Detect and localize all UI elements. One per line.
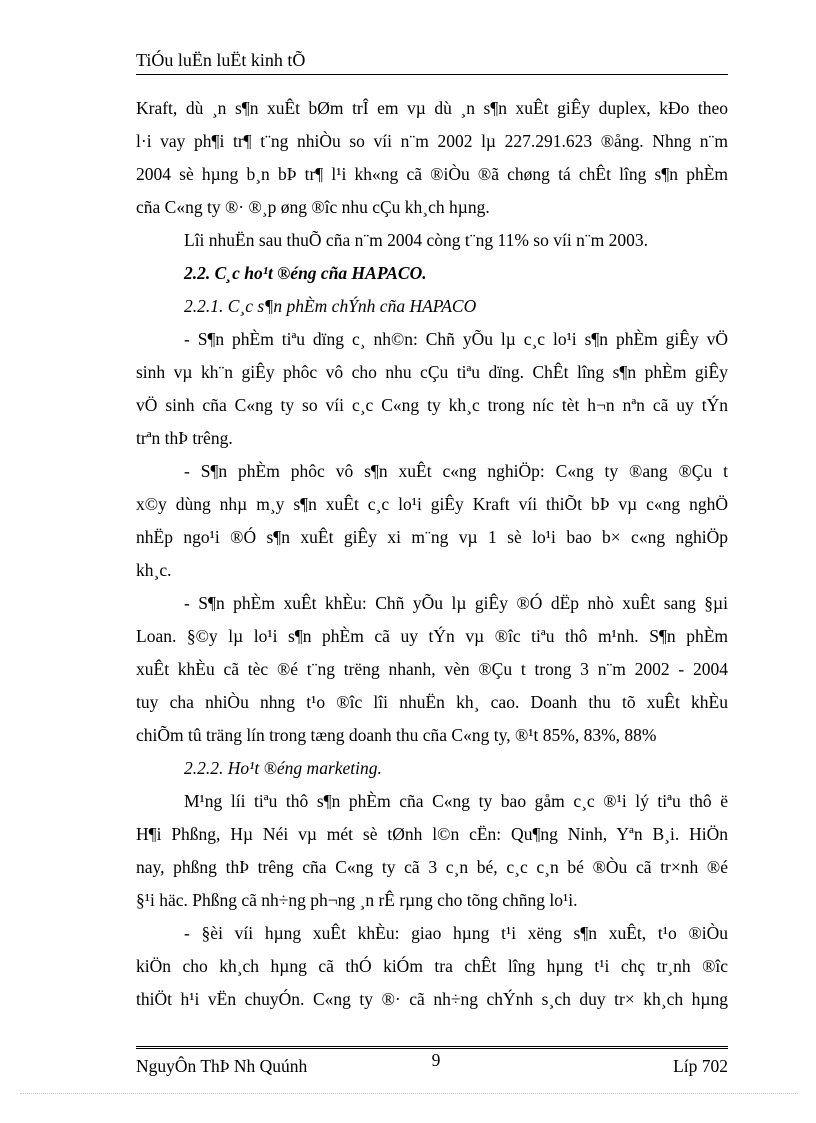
page-number: 9 bbox=[431, 1050, 441, 1070]
body-line: l·i vay ph¶i tr¶ t¨ng nhiÒu so víi n¨m 2002 lµ 227.291.623 ®ång. Nhng n¨m bbox=[136, 131, 728, 151]
body-line: vÖ sinh cña C«ng ty so víi c¸c C«ng ty kh¸c trong níc tèt h¬n nªn cã uy tÝn bbox=[136, 395, 728, 415]
page-body bbox=[136, 92, 728, 1016]
body-line: Lîi nhuËn sau thuÕ cña n¨m 2004 còng t¨ng 11% so víi n¨m 2003. bbox=[184, 230, 649, 250]
section-heading: 2.2. C¸c ho¹t ®éng cña HAPACO. bbox=[184, 263, 427, 283]
body-line: nay, phßng thÞ trêng cña C«ng ty cã 3 c¸n bé, c¸c c¸n bé ®Òu cã tr×nh ®é bbox=[136, 857, 728, 877]
body-line: sinh vµ kh¨n giÊy phôc vô cho nhu cÇu tiªu dïng. ChÊt lîng s¶n phÈm giÊy bbox=[136, 362, 728, 382]
body-line: chiÕm tû träng lín trong tæng doanh thu cña C«ng ty, ®¹t 85%, 83%, 88% bbox=[136, 725, 657, 745]
body-line: 2004 sè hµng b¸n bÞ tr¶ l¹i kh«ng cã ®iÒu ®ã chøng tá chÊt lîng s¶n phÈm bbox=[136, 164, 728, 184]
subsection-heading: 2.2.1. C¸c s¶n phÈm chÝnh cña HAPACO bbox=[184, 296, 477, 316]
body-line: xuÊt khÈu cã tèc ®é t¨ng trëng nhanh, vèn ®Çu t trong 3 n¨m 2002 - 2004 bbox=[136, 659, 728, 679]
page-footer bbox=[136, 1046, 728, 1079]
body-line: kiÖn cho kh¸ch hµng cã thÓ kiÓm tra chÊt lîng hµng t¹i chç tr¸nh ®îc bbox=[136, 956, 728, 976]
body-line: thiÖt h¹i vËn chuyÓn. C«ng ty ®· cã nh÷ng chÝnh s¸ch duy tr× kh¸ch hµng bbox=[136, 989, 728, 1009]
body-line: M¹ng líi tiªu thô s¶n phÈm cña C«ng ty bao gåm c¸c ®¹i lý tiªu thô ë bbox=[184, 791, 728, 811]
footer-class: Líp 702 bbox=[673, 1056, 728, 1076]
header-title: TiÓu luËn luËt kinh tÕ bbox=[136, 50, 306, 70]
body-line: - S¶n phÈm phôc vô s¶n xuÊt c«ng nghiÖp: C«ng ty ®ang ®Çu t bbox=[184, 461, 728, 481]
body-line: - §èi víi hµng xuÊt khÈu: giao hµng t¹i xëng s¶n xuÊt, t¹o ®iÒu bbox=[184, 923, 728, 943]
subsection-heading: 2.2.2. Ho¹t ®éng marketing. bbox=[184, 758, 382, 778]
body-line: Loan. §©y lµ lo¹i s¶n phÈm cã uy tÝn vµ ®îc tiªu thô m¹nh. S¶n phÈm bbox=[136, 626, 728, 646]
body-line: tuy cha nhiÒu nhng t¹o ®îc lîi nhuËn kh¸ cao. Doanh thu tõ xuÊt khÈu bbox=[136, 692, 728, 712]
body-line: Kraft, dù ¸n s¶n xuÊt bØm trÎ em vµ dù ¸n s¶n xuÊt giÊy duplex, kÐo theo bbox=[136, 98, 728, 118]
page-edge-divider bbox=[20, 1093, 796, 1094]
footer-author: NguyÔn ThÞ Nh Quúnh bbox=[136, 1056, 308, 1076]
body-line: - S¶n phÈm tiªu dïng c¸ nh©n: Chñ yÕu lµ c¸c lo¹i s¶n phÈm giÊy vÖ bbox=[184, 329, 728, 349]
body-line: H¶i Phßng, Hµ Néi vµ mét sè tØnh l©n cËn: Qu¶ng Ninh, Yªn B¸i. HiÖn bbox=[136, 824, 728, 844]
body-line: §¹i häc. Phßng cã nh÷ng ph¬ng ¸n rÊ rµng cho tõng chñng lo¹i. bbox=[136, 890, 578, 910]
body-line: x©y dùng nhµ m¸y s¶n xuÊt c¸c lo¹i giÊy Kraft víi thiÕt bÞ vµ c«ng nghÖ bbox=[136, 494, 728, 514]
body-line: kh¸c. bbox=[136, 560, 172, 580]
body-line: trªn thÞ trêng. bbox=[136, 428, 233, 448]
body-line: nhËp ngo¹i ®Ó s¶n xuÊt giÊy xi m¨ng vµ 1 sè lo¹i bao b× c«ng nghiÖp bbox=[136, 527, 728, 547]
body-line: - S¶n phÈm xuÊt khÈu: Chñ yÕu lµ giÊy ®Ó dËp nhò xuÊt sang §µi bbox=[184, 593, 728, 613]
page-header bbox=[136, 46, 728, 75]
body-line: cña C«ng ty ®· ®¸p øng ®îc nhu cÇu kh¸ch hµng. bbox=[136, 197, 490, 217]
